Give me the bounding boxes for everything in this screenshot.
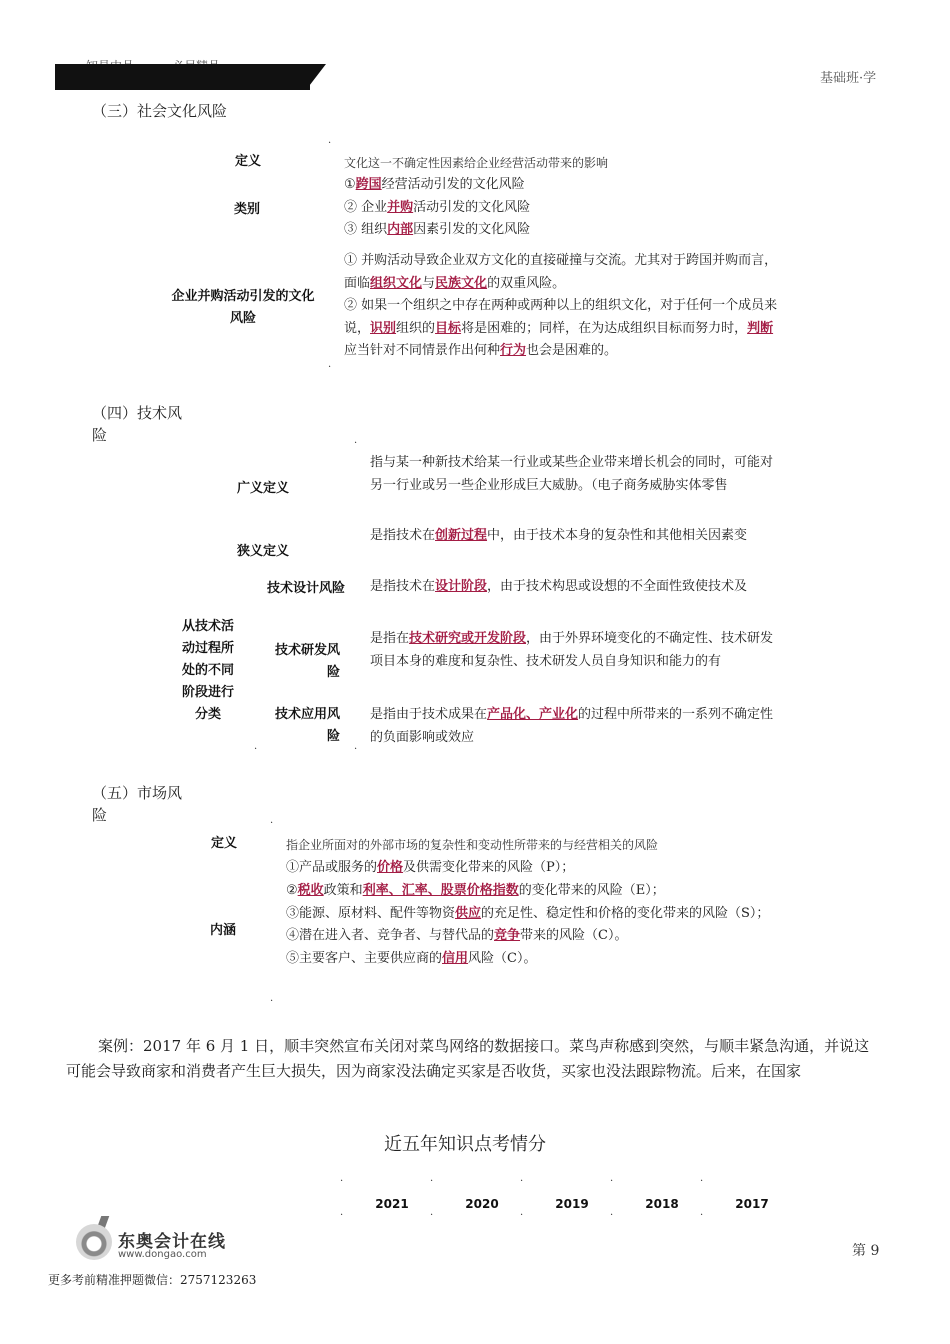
section4-stage-label: 从技术活动过程所处的不同阶段进行分类 [181,619,234,722]
case-paragraph: 案例：2017 年 6 月 1 日，顺丰突然宣布关闭对菜鸟网络的数据接口。菜鸟声称感到突然，与顺丰紧急沟通，并说这可能会导致商家和消费者产生巨大损失，因为商家没法确定买家是否收货，买家也没法跟踪物流。后来，在国家 [66,1037,870,1080]
exam-year-2018: 2018 [645,1197,679,1211]
section3-cat-label: 类别 [233,202,260,217]
section3-cat-list [344,174,764,236]
header-ghost-right: 基础班·学 [820,71,877,86]
dot-marker: . [700,1173,704,1184]
exam-year-2020: 2020 [465,1197,499,1211]
cat-item-3: ③ 组织内部因素引发的文化风险 [344,222,531,237]
section4-design-label: 技术设计风险 [266,581,345,596]
section5-def-text: 指企业所面对的外部市场的复杂性和变动性所带来的与经营相关的风险 [286,838,659,852]
dot-marker: . [520,1207,524,1218]
section5-heading: （五）市场风险 [92,784,183,824]
dot-marker: . [270,815,274,826]
footer-page-number: 第 9 [852,1243,880,1259]
footer-url[interactable]: www.dongao.com [118,1249,207,1260]
dot-marker: . [700,1207,704,1218]
merger-para-1: ① 并购活动导致企业双方文化的直接碰撞与交流。尤其对于跨国并购而言，面临组织文化与民族文化的双重风险。 [344,253,778,291]
header-band-tip [306,64,326,90]
section3-merger-text [344,250,780,363]
dot-marker: . [354,741,358,752]
exam-title: 近五年知识点考情分 [384,1134,546,1155]
dongao-logo-icon [76,1224,112,1260]
dot-marker: . [270,993,274,1004]
merger-para-2: ② 如果一个组织之中存在两种或两种以上的组织文化，对于任何一个成员来说，识别组织的目标将是困难的；同样，在为达成组织目标而努力时，判断应当针对不同情景作出何种行为也会是困难的。 [344,298,778,358]
section4-heading: （四）技术风险 [92,404,183,444]
conn-item-5: ⑤主要客户、主要供应商的信用风险（C）。 [286,950,537,966]
header-band [55,64,310,90]
section4-narrow-text: 是指技术在创新过程中，由于技术本身的复杂性和其他相关因素变 [370,528,748,543]
dot-marker: . [254,741,258,752]
dot-marker: . [340,1207,344,1218]
section3-heading: （三）社会文化风险 [92,102,228,120]
dot-marker: . [520,1173,524,1184]
cat-item-1: ①跨国经营活动引发的文化风险 [344,177,525,192]
section5-conn-label: 内涵 [209,923,236,938]
section4-rd-text: 是指在技术研究或开发阶段，由于外界环境变化的不确定性、技术研发项目本身的难度和复杂性、技术研发人员自身知识和能力的有 [370,631,774,669]
section3-def-label: 定义 [234,154,261,169]
exam-year-2019: 2019 [555,1197,589,1211]
section4-broad-label: 广义定义 [236,481,289,496]
dot-marker: . [610,1173,614,1184]
footer-brand: 东奥会计在线 [118,1232,226,1252]
dot-marker: . [354,435,358,446]
exam-year-2017: 2017 [735,1197,769,1211]
section3-merger-label: 企业并购活动引发的文化风险 [171,289,315,326]
conn-item-3: ③能源、原材料、配件等物资供应的充足性、稳定性和价格的变化带来的风险（S）； [286,906,770,921]
section4-rd-label: 技术研发风险 [274,643,340,680]
section5-conn-list [286,857,786,970]
dot-marker: . [340,1173,344,1184]
conn-item-2: ②税收政策和利率、汇率、股票价格指数的变化带来的风险（E）； [286,882,665,898]
conn-item-1: ①产品或服务的价格及供需变化带来的风险（P）； [286,860,575,875]
section4-design-text: 是指技术在设计阶段，由于技术构思或设想的不全面性致使技术及 [370,579,748,594]
dot-marker: . [328,359,332,370]
exam-year-2021: 2021 [375,1197,409,1211]
dot-marker: . [430,1207,434,1218]
dot-marker: . [328,135,332,146]
footer-wechat: 更多考前精准押题微信：2757123263 [48,1273,257,1287]
section5-def-label: 定义 [210,836,237,851]
section4-app-label: 技术应用风险 [274,707,340,744]
dot-marker: . [430,1173,434,1184]
dot-marker: . [610,1207,614,1218]
cat-item-2: ② 企业并购活动引发的文化风险 [344,199,531,215]
conn-item-4: ④潜在进入者、竞争者、与替代品的竞争带来的风险（C）。 [286,928,628,943]
section4-broad-text: 指与某一种新技术给某一行业或某些企业带来增长机会的同时，可能对另一行业或另一些企业形成巨大威胁。（电子商务威胁实体零售 [370,455,774,493]
section4-narrow-label: 狭义定义 [236,544,289,559]
section3-def-text: 文化这一不确定性因素给企业经营活动带来的影响 [344,156,609,170]
section4-app-text: 是指由于技术成果在产品化、产业化的过程中所带来的一系列不确定性的负面影响或效应 [370,707,774,745]
